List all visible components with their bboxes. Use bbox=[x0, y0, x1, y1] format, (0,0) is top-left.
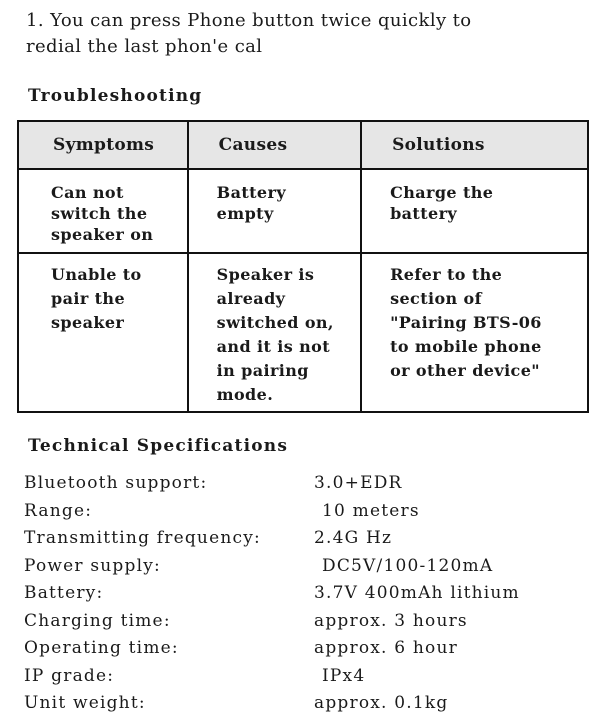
cell-line: already bbox=[216, 289, 286, 308]
cause-cell bbox=[188, 169, 361, 253]
intro-paragraph bbox=[26, 8, 596, 60]
spec-label: Charging time: bbox=[24, 610, 171, 631]
spec-row-ip-grade bbox=[24, 663, 594, 691]
cause-cell bbox=[188, 253, 361, 412]
spec-value: approx. 3 hours bbox=[314, 610, 468, 631]
spec-value: approx. 0.1kg bbox=[314, 693, 449, 713]
spec-label: Bluetooth support: bbox=[24, 473, 208, 493]
table-row bbox=[18, 253, 588, 412]
spec-label: Range: bbox=[24, 500, 93, 521]
spec-label: Power supply: bbox=[24, 555, 161, 576]
cell-line: and it is not bbox=[216, 337, 331, 356]
cell-line: section of bbox=[390, 289, 482, 308]
cell-line: Speaker is bbox=[216, 265, 315, 284]
spec-row-frequency bbox=[24, 525, 594, 553]
spec-value: 3.7V 400mAh lithium bbox=[314, 583, 520, 603]
specifications-list bbox=[24, 470, 594, 718]
spec-row-power bbox=[24, 553, 594, 581]
spec-label: Operating time: bbox=[24, 638, 179, 658]
troubleshooting-heading: Troubleshooting bbox=[28, 86, 203, 106]
cell-line: Unable to bbox=[51, 265, 142, 284]
troubleshooting-table bbox=[17, 120, 589, 413]
spec-value: 10 meters bbox=[322, 500, 420, 521]
spec-value: DC5V/100-120mA bbox=[322, 555, 494, 576]
spec-value: IPx4 bbox=[322, 665, 366, 686]
cell-line: Refer to the bbox=[390, 265, 503, 284]
spec-label: Transmitting frequency: bbox=[24, 528, 261, 548]
symptom-cell bbox=[18, 253, 188, 412]
cell-line: Can not bbox=[51, 183, 124, 202]
cell-line: switched on, bbox=[216, 313, 334, 332]
symptom-cell bbox=[18, 169, 188, 253]
solution-cell bbox=[361, 253, 588, 412]
cell-line: battery bbox=[390, 204, 458, 223]
cell-line: or other device" bbox=[390, 361, 541, 380]
solution-cell bbox=[361, 169, 588, 253]
spec-label: Battery: bbox=[24, 583, 104, 603]
spec-row-operating bbox=[24, 635, 594, 663]
spec-label: IP grade: bbox=[24, 665, 115, 686]
cell-line: Charge the bbox=[390, 183, 494, 202]
spec-value: 2.4G Hz bbox=[314, 528, 393, 548]
header-causes: Causes bbox=[188, 121, 361, 169]
header-solutions: Solutions bbox=[361, 121, 588, 169]
spec-row-bluetooth bbox=[24, 470, 594, 498]
spec-label: Unit weight: bbox=[24, 693, 146, 713]
cell-line: switch the bbox=[51, 204, 148, 223]
cell-line: empty bbox=[216, 204, 274, 223]
table-header-row bbox=[18, 121, 588, 169]
cell-line: pair the bbox=[51, 289, 126, 308]
cell-line: in pairing bbox=[216, 361, 309, 380]
cell-line: speaker on bbox=[51, 225, 154, 244]
cell-line: speaker bbox=[51, 313, 125, 332]
specifications-heading: Technical Specifications bbox=[28, 436, 289, 456]
spec-row-charging bbox=[24, 608, 594, 636]
intro-line: redial the last phon'e cal bbox=[26, 36, 263, 57]
cell-line: "Pairing BTS-06 bbox=[390, 313, 542, 332]
spec-row-weight bbox=[24, 690, 594, 718]
cell-line: Battery bbox=[216, 183, 287, 202]
header-symptoms: Symptoms bbox=[18, 121, 188, 169]
cell-line: mode. bbox=[216, 385, 274, 404]
intro-line: 1. You can press Phone button twice quickly to bbox=[26, 10, 472, 31]
spec-value: 3.0+EDR bbox=[314, 473, 403, 493]
cell-line: to mobile phone bbox=[390, 337, 542, 356]
spec-value: approx. 6 hour bbox=[314, 638, 458, 658]
table-row bbox=[18, 169, 588, 253]
spec-row-range bbox=[24, 498, 594, 526]
spec-row-battery bbox=[24, 580, 594, 608]
